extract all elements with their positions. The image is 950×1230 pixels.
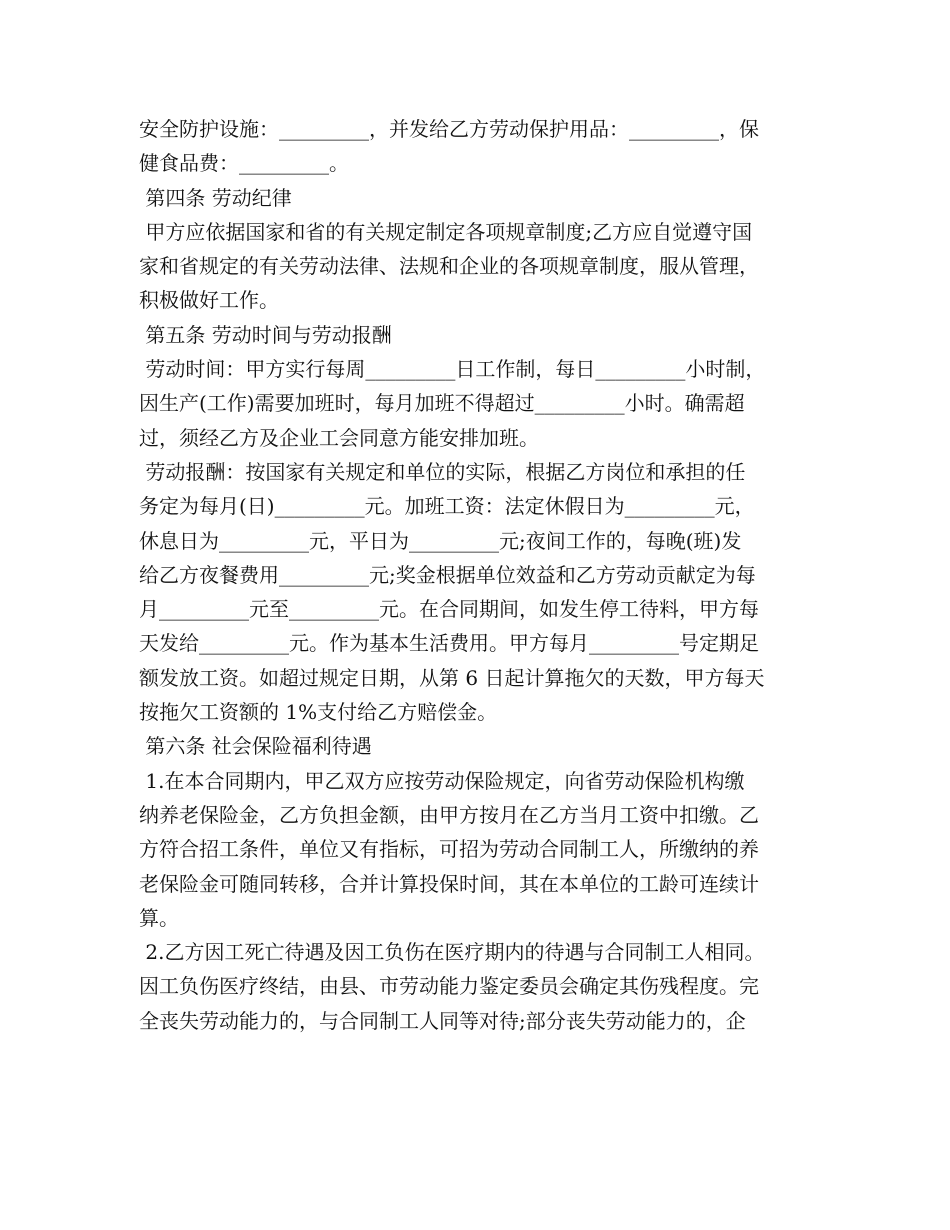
text-line: 2.乙方因工死亡待遇及因工负伤在医疗期内的待遇与合同制工人相同。: [139, 940, 765, 965]
text-line: 因生产(工作)需要加班时，每月加班不得超过_________小时。确需超: [139, 391, 745, 416]
contract-text: [139, 112, 839, 1038]
text-line: 按拖欠工资额的 1%支付给乙方赔偿金。: [139, 700, 498, 725]
text-line: 老保险金可随同转移，合并计算投保时间，其在本单位的工龄可连续计: [139, 871, 759, 896]
text-line: 全丧失劳动能力的，与合同制工人同等对待;部分丧失劳动能力的，企: [139, 1008, 746, 1033]
section-heading-article-6: 第六条 社会保险福利待遇: [139, 734, 372, 759]
text-line: 劳动报酬：按国家有关规定和单位的实际，根据乙方岗位和承担的任: [139, 459, 746, 484]
text-line: 1.在本合同期内，甲乙双方应按劳动保险规定，向省劳动保险机构缴: [139, 768, 745, 793]
text-line: 方符合招工条件，单位又有指标，可招为劳动合同制工人，所缴纳的养: [139, 837, 759, 862]
text-line: 因工负伤医疗终结，由县、市劳动能力鉴定委员会确定其伤残程度。完: [139, 974, 759, 999]
text-line: 健食品费：_________。: [139, 151, 349, 176]
section-heading-article-4: 第四条 劳动纪律: [139, 185, 292, 210]
text-line: 务定为每月(日)_________元。加班工资：法定休假日为_________元，: [139, 494, 755, 519]
text-line: 甲方应依据国家和省的有关规定制定各项规章制度;乙方应自觉遵守国: [139, 219, 753, 244]
text-line: 积极做好工作。: [139, 288, 279, 313]
text-line: 算。: [139, 905, 179, 930]
text-line: 过，须经乙方及企业工会同意方能安排加班。: [139, 425, 539, 450]
text-line: 月_________元至_________元。在合同期间，如发生停工待料，甲方每: [139, 597, 759, 622]
text-line: 额发放工资。如超过规定日期，从第 6 日起计算拖欠的天数，甲方每天: [139, 665, 765, 690]
text-line: 家和省规定的有关劳动法律、法规和企业的各项规章制度，服从管理，: [139, 254, 759, 279]
section-heading-article-5: 第五条 劳动时间与劳动报酬: [139, 322, 392, 347]
text-line: 给乙方夜餐费用_________元;奖金根据单位效益和乙方劳动贡献定为每: [139, 562, 756, 587]
text-line: 劳动时间：甲方实行每周_________日工作制，每日_________小时制，: [139, 357, 766, 382]
text-line: 休息日为_________元，平日为_________元;夜间工作的，每晚(班)发: [139, 528, 742, 553]
text-line: 纳养老保险金，乙方负担金额，由甲方按月在乙方当月工资中扣缴。乙: [139, 802, 759, 827]
text-line: 安全防护设施：_________，并发给乙方劳动保护用品：_________，保: [139, 117, 759, 141]
text-line: 天发给_________元。作为基本生活费用。甲方每月_________号定期足: [139, 631, 759, 656]
